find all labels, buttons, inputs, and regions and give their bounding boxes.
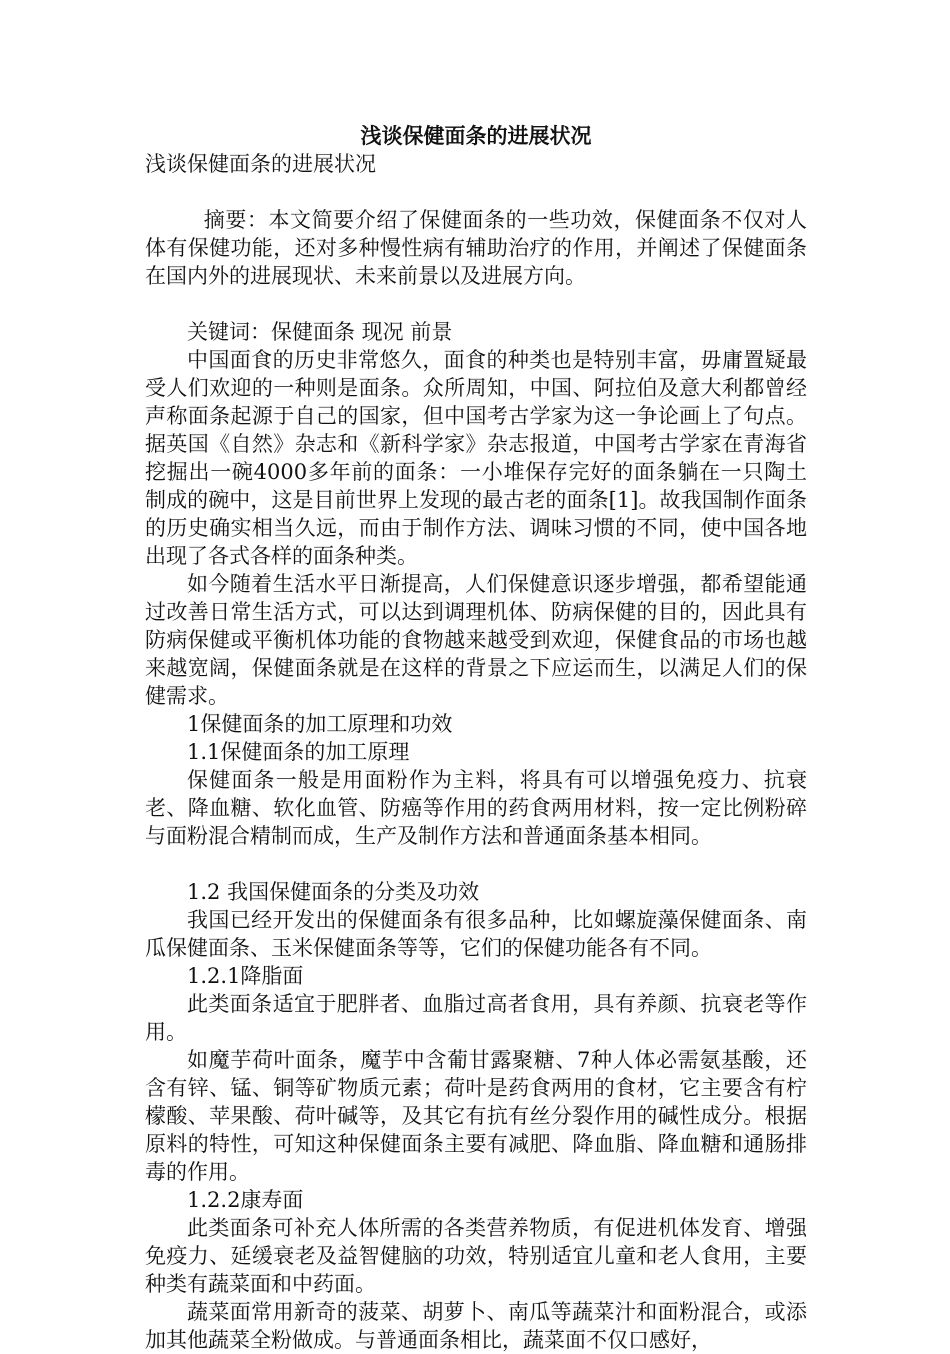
- section-heading-1-2: 1.2 我国保健面条的分类及功效: [187, 880, 480, 904]
- blank-line: [145, 178, 807, 206]
- document-subtitle: 浅谈保健面条的进展状况: [145, 152, 376, 176]
- lipid-noodle-paragraph: 此类面条适宜于肥胖者、血脂过高者食用，具有养颜、抗衰老等作用。: [145, 992, 807, 1044]
- keywords-line: 关键词：保健面条 现况 前景: [187, 320, 453, 344]
- section-heading-1: 1保健面条的加工原理和功效: [187, 712, 453, 736]
- section-heading-1-1: 1.1保健面条的加工原理: [187, 740, 410, 764]
- classification-paragraph: 我国已经开发出的保健面条有很多品种，比如螺旋藻保健面条、南瓜保健面条、玉米保健面条等等，它们的保健功能各有不同。: [145, 908, 807, 960]
- blank-line: [145, 290, 807, 318]
- section-heading-1-2-2: 1.2.2康寿面: [187, 1188, 304, 1212]
- document-title: 浅谈保健面条的进展状况: [360, 123, 592, 148]
- blank-line: [145, 850, 807, 878]
- background-paragraph: 如今随着生活水平日渐提高，人们保健意识逐步增强，都希望能通过改善日常生活方式，可以达到调理机体、防病保健的目的，因此具有防病保健或平衡机体功能的食物越来越受到欢迎，保健食品的市场也越来越宽阔，保健面条就是在这样的背景之下应运而生，以满足人们的保健需求。: [145, 572, 807, 708]
- vegetable-noodle-paragraph: 蔬菜面常用新奇的菠菜、胡萝卜、南瓜等蔬菜汁和面粉混合，或添加其他蔬菜全粉做成。与普通面条相比，蔬菜面不仅口感好，: [145, 1300, 807, 1352]
- document-page: [145, 122, 807, 1354]
- konjac-noodle-paragraph: 如魔芋荷叶面条，魔芋中含葡甘露聚糖、7种人体必需氨基酸，还含有锌、锰、铜等矿物质元素；荷叶是药食两用的食材，它主要含有柠檬酸、苹果酸、荷叶碱等，及其它有抗有丝分裂作用的碱性成分。根据原料的特性，可知这种保健面条主要有减肥、降血脂、降血糖和通肠排毒的作用。: [145, 1048, 807, 1184]
- section-heading-1-2-1: 1.2.1降脂面: [187, 964, 304, 988]
- intro-paragraph: 中国面食的历史非常悠久，面食的种类也是特别丰富，毋庸置疑最受人们欢迎的一种则是面条。众所周知，中国、阿拉伯及意大利都曾经声称面条起源于自己的国家，但中国考古学家为这一争论画上了句点。据英国《自然》杂志和《新科学家》杂志报道，中国考古学家在青海省挖掘出一碗4000多年前的面条：一小堆保存完好的面条躺在一只陶土制成的碗中，这是目前世界上发现的最古老的面条[1]。故我国制作面条的历史确实相当久远，而由于制作方法、调味习惯的不同，使中国各地出现了各式各样的面条种类。: [145, 348, 807, 568]
- longevity-noodle-paragraph: 此类面条可补充人体所需的各类营养物质，有促进机体发育、增强免疫力、延缓衰老及益智健脑的功效，特别适宜儿童和老人食用，主要种类有蔬菜面和中药面。: [145, 1216, 807, 1296]
- principle-paragraph: 保健面条一般是用面粉作为主料，将具有可以增强免疫力、抗衰老、降血糖、软化血管、防癌等作用的药食两用材料，按一定比例粉碎与面粉混合精制而成，生产及制作方法和普通面条基本相同。: [145, 768, 807, 848]
- abstract-paragraph: 摘要：本文简要介绍了保健面条的一些功效，保健面条不仅对人体有保健功能，还对多种慢性病有辅助治疗的作用，并阐述了保健面条在国内外的进展现状、未来前景以及进展方向。: [145, 208, 807, 288]
